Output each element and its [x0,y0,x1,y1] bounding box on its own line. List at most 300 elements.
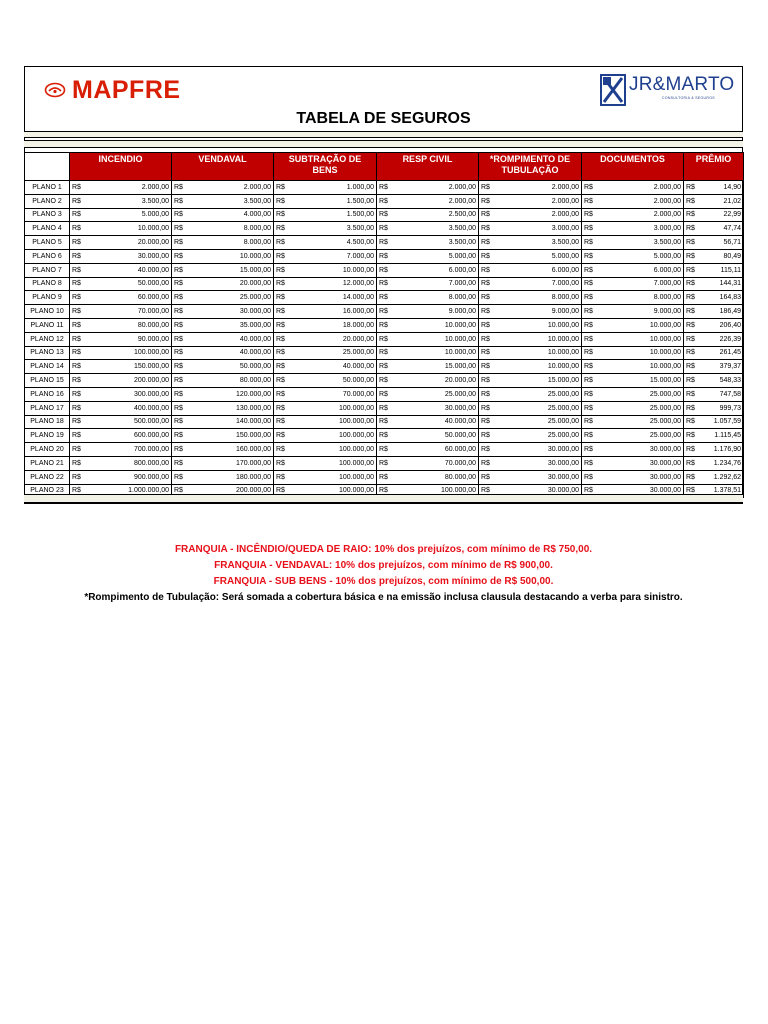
value-cell [684,222,744,236]
currency-symbol: R$ [174,266,183,274]
plan-name-cell: PLANO 22 [25,470,70,484]
amount: 300.000,00 [133,390,169,398]
amount: 50.000,00 [137,280,169,288]
currency-value [481,334,579,345]
amount: 100.000,00 [338,432,374,440]
deductible-note-theft: FRANQUIA - SUB BENS - 10% dos prejuízos, com mínimo de R$ 500,00. [213,576,554,587]
amount: 1.000.000,00 [128,487,169,495]
value-cell [582,249,684,263]
amount: 30.000,00 [547,473,579,481]
currency-value [276,223,374,234]
currency-value [174,223,271,234]
value-cell [70,429,172,443]
currency-symbol: R$ [276,487,285,495]
amount: 10.000,00 [649,335,681,343]
currency-symbol: R$ [276,404,285,412]
plan-name-cell: PLANO 12 [25,332,70,346]
table-row [25,222,744,236]
currency-value [72,182,169,193]
value-cell [377,194,479,208]
currency-symbol: R$ [686,390,695,398]
value-cell [684,443,744,457]
value-cell [172,305,274,319]
column-header: VENDAVAL [172,153,274,181]
currency-symbol: R$ [276,266,285,274]
currency-symbol: R$ [481,349,490,357]
currency-value [584,334,681,345]
currency-symbol: R$ [686,252,695,260]
currency-symbol: R$ [379,390,388,398]
currency-symbol: R$ [686,418,695,426]
amount: 2.000,00 [551,183,579,191]
amount: 12.000,00 [342,280,374,288]
amount: 80.000,00 [137,321,169,329]
currency-symbol: R$ [174,321,183,329]
value-cell [377,249,479,263]
amount: 2.000,00 [551,197,579,205]
currency-value [584,306,681,317]
amount: 25.000,00 [649,404,681,412]
table-body [25,181,744,498]
currency-value [379,361,476,372]
currency-symbol: R$ [174,432,183,440]
currency-symbol: R$ [584,211,593,219]
table-row [25,277,744,291]
currency-value [174,361,271,372]
currency-value [276,306,374,317]
value-cell [172,318,274,332]
value-cell [70,456,172,470]
value-cell [377,291,479,305]
currency-value [276,320,374,331]
amount: 10.000,00 [547,349,579,357]
amount: 100.000,00 [338,418,374,426]
currency-symbol: R$ [379,473,388,481]
amount: 47,74 [723,225,741,233]
currency-symbol: R$ [686,459,695,467]
amount: 2.000,00 [551,211,579,219]
value-cell [479,277,582,291]
currency-symbol: R$ [584,487,593,495]
plan-name-cell: PLANO 9 [25,291,70,305]
amount: 25.000,00 [547,432,579,440]
value-cell [582,318,684,332]
currency-value [686,223,741,234]
value-cell [582,443,684,457]
value-cell [479,360,582,374]
value-cell [172,387,274,401]
value-cell [479,346,582,360]
amount: 40.000,00 [239,349,271,357]
partner-logo [600,74,734,108]
currency-value [276,347,374,358]
currency-symbol: R$ [379,280,388,288]
currency-symbol: R$ [584,294,593,302]
amount: 3.500,00 [551,239,579,247]
currency-symbol: R$ [276,225,285,233]
currency-symbol: R$ [379,459,388,467]
currency-symbol: R$ [481,459,490,467]
amount: 56,71 [723,239,741,247]
currency-symbol: R$ [174,446,183,454]
amount: 15.000,00 [649,377,681,385]
currency-symbol: R$ [379,335,388,343]
currency-symbol: R$ [174,363,183,371]
value-cell [274,194,377,208]
amount: 800.000,00 [133,459,169,467]
currency-value [174,182,271,193]
currency-symbol: R$ [174,473,183,481]
value-cell [582,291,684,305]
amount: 7.000,00 [448,280,476,288]
currency-value [72,389,169,400]
currency-symbol: R$ [72,404,81,412]
plan-name-cell: PLANO 20 [25,443,70,457]
currency-symbol: R$ [379,446,388,454]
value-cell [479,401,582,415]
amount: 120.000,00 [235,390,271,398]
mapfre-logo [44,78,181,102]
table-row [25,346,744,360]
value-cell [684,360,744,374]
currency-symbol: R$ [174,239,183,247]
amount: 1.234,76 [713,459,741,467]
table-row [25,181,744,195]
value-cell [172,429,274,443]
currency-symbol: R$ [584,446,593,454]
currency-value [686,182,741,193]
amount: 30.000,00 [547,459,579,467]
currency-symbol: R$ [584,390,593,398]
currency-value [686,444,741,455]
amount: 200.000,00 [235,487,271,495]
currency-value [276,209,374,220]
amount: 6.000,00 [653,266,681,274]
table-row [25,401,744,415]
currency-symbol: R$ [481,446,490,454]
value-cell [684,387,744,401]
value-cell [582,236,684,250]
table-row [25,305,744,319]
value-cell [582,470,684,484]
plan-name-cell: PLANO 11 [25,318,70,332]
currency-value [686,265,741,276]
currency-value [276,389,374,400]
currency-value [584,237,681,248]
currency-symbol: R$ [481,280,490,288]
amount: 7.000,00 [551,280,579,288]
amount: 3.500,00 [243,197,271,205]
currency-symbol: R$ [686,294,695,302]
column-header: INCENDIO [70,153,172,181]
currency-symbol: R$ [481,225,490,233]
value-cell [274,387,377,401]
amount: 140.000,00 [235,418,271,426]
currency-symbol: R$ [72,473,81,481]
amount: 22,99 [723,211,741,219]
plan-name-cell: PLANO 1 [25,181,70,195]
value-cell [582,208,684,222]
amount: 70.000,00 [137,308,169,316]
currency-symbol: R$ [276,183,285,191]
currency-value [276,361,374,372]
currency-value [174,251,271,262]
value-cell [172,249,274,263]
value-cell [684,236,744,250]
currency-symbol: R$ [276,349,285,357]
value-cell [70,387,172,401]
value-cell [172,415,274,429]
currency-symbol: R$ [686,487,695,495]
currency-value [379,320,476,331]
value-cell [274,222,377,236]
currency-value [584,389,681,400]
amount: 100.000,00 [440,487,476,495]
value-cell [582,401,684,415]
amount: 20.000,00 [342,335,374,343]
currency-symbol: R$ [174,418,183,426]
value-cell [70,346,172,360]
value-cell [479,456,582,470]
currency-value [72,472,169,483]
plan-name-cell: PLANO 16 [25,387,70,401]
currency-value [584,430,681,441]
amount: 21,02 [723,197,741,205]
currency-value [584,251,681,262]
currency-symbol: R$ [72,239,81,247]
plan-name-cell: PLANO 3 [25,208,70,222]
currency-symbol: R$ [481,197,490,205]
value-cell [70,443,172,457]
currency-symbol: R$ [72,321,81,329]
currency-symbol: R$ [276,239,285,247]
currency-value [174,430,271,441]
amount: 10.000,00 [137,225,169,233]
currency-symbol: R$ [276,390,285,398]
value-cell [582,263,684,277]
amount: 5.000,00 [653,252,681,260]
amount: 30.000,00 [649,473,681,481]
value-cell [377,277,479,291]
column-header: *ROMPIMENTO DE TUBULAÇÃO [479,153,582,181]
currency-value [174,444,271,455]
currency-value [481,375,579,386]
amount: 8.000,00 [448,294,476,302]
currency-value [276,292,374,303]
value-cell [479,263,582,277]
amount: 3.000,00 [653,225,681,233]
value-cell [377,305,479,319]
value-cell [274,277,377,291]
amount: 400.000,00 [133,404,169,412]
currency-symbol: R$ [481,266,490,274]
currency-symbol: R$ [72,377,81,385]
amount: 30.000,00 [239,308,271,316]
currency-symbol: R$ [481,487,490,495]
table-row [25,470,744,484]
value-cell [684,194,744,208]
plan-name-cell: PLANO 13 [25,346,70,360]
value-cell [70,291,172,305]
value-cell [377,222,479,236]
amount: 15.000,00 [547,377,579,385]
currency-value [174,209,271,220]
amount: 50.000,00 [444,432,476,440]
value-cell [582,277,684,291]
value-cell [684,401,744,415]
value-cell [172,236,274,250]
value-cell [479,318,582,332]
currency-symbol: R$ [686,473,695,481]
amount: 30.000,00 [547,446,579,454]
currency-symbol: R$ [276,473,285,481]
amount: 10.000,00 [444,335,476,343]
plan-name-cell: PLANO 19 [25,429,70,443]
currency-value [481,251,579,262]
currency-value [276,430,374,441]
amount: 100.000,00 [338,404,374,412]
currency-symbol: R$ [686,363,695,371]
currency-value [174,334,271,345]
currency-value [379,182,476,193]
amount: 700.000,00 [133,446,169,454]
amount: 130.000,00 [235,404,271,412]
currency-value [584,444,681,455]
amount: 1.000,00 [346,183,374,191]
currency-value [686,320,741,331]
currency-value [686,458,741,469]
currency-value [72,209,169,220]
currency-value [276,237,374,248]
amount: 164,83 [719,294,741,302]
value-cell [582,387,684,401]
currency-value [174,347,271,358]
currency-value [72,430,169,441]
value-cell [582,346,684,360]
currency-symbol: R$ [276,308,285,316]
value-cell [377,332,479,346]
value-cell [479,249,582,263]
amount: 5.000,00 [551,252,579,260]
value-cell [70,360,172,374]
amount: 379,37 [719,363,741,371]
value-cell [172,443,274,457]
plan-name-cell: PLANO 21 [25,456,70,470]
partner-tagline: CONSULTORIA & SEGUROS [662,96,715,100]
amount: 2.000,00 [141,183,169,191]
value-cell [582,194,684,208]
currency-value [686,334,741,345]
currency-value [379,237,476,248]
value-cell [172,277,274,291]
table-row [25,415,744,429]
value-cell [479,332,582,346]
value-cell [70,222,172,236]
amount: 3.000,00 [551,225,579,233]
amount: 30.000,00 [137,252,169,260]
amount: 70.000,00 [444,459,476,467]
amount: 144,31 [719,280,741,288]
currency-symbol: R$ [174,459,183,467]
currency-symbol: R$ [276,197,285,205]
currency-value [72,237,169,248]
currency-value [584,320,681,331]
amount: 160.000,00 [235,446,271,454]
currency-symbol: R$ [174,197,183,205]
amount: 2.000,00 [653,211,681,219]
currency-symbol: R$ [72,446,81,454]
value-cell [172,222,274,236]
currency-value [174,265,271,276]
currency-symbol: R$ [174,377,183,385]
currency-value [174,416,271,427]
plan-name-cell: PLANO 17 [25,401,70,415]
value-cell [377,318,479,332]
currency-symbol: R$ [276,280,285,288]
value-cell [479,429,582,443]
amount: 10.000,00 [649,363,681,371]
table-row [25,291,744,305]
value-cell [274,360,377,374]
currency-value [481,444,579,455]
amount: 206,40 [719,321,741,329]
currency-symbol: R$ [72,294,81,302]
plan-name-cell: PLANO 18 [25,415,70,429]
currency-value [481,196,579,207]
value-cell [274,470,377,484]
currency-symbol: R$ [584,183,593,191]
currency-symbol: R$ [686,197,695,205]
amount: 6.000,00 [448,266,476,274]
currency-symbol: R$ [379,404,388,412]
currency-symbol: R$ [584,459,593,467]
amount: 10.000,00 [649,349,681,357]
amount: 2.000,00 [243,183,271,191]
currency-value [481,292,579,303]
currency-value [379,278,476,289]
value-cell [479,305,582,319]
currency-symbol: R$ [584,280,593,288]
currency-value [379,209,476,220]
plan-name-cell: PLANO 14 [25,360,70,374]
currency-symbol: R$ [481,252,490,260]
currency-value [276,251,374,262]
currency-symbol: R$ [686,239,695,247]
value-cell [274,374,377,388]
currency-symbol: R$ [72,363,81,371]
currency-symbol: R$ [379,321,388,329]
value-cell [479,208,582,222]
amount: 2.000,00 [653,197,681,205]
value-cell [274,305,377,319]
currency-value [686,347,741,358]
value-cell [70,181,172,195]
value-cell [172,263,274,277]
currency-symbol: R$ [174,211,183,219]
currency-value [686,430,741,441]
currency-symbol: R$ [584,473,593,481]
amount: 25.000,00 [342,349,374,357]
currency-value [72,306,169,317]
currency-symbol: R$ [276,211,285,219]
currency-value [72,444,169,455]
value-cell [582,332,684,346]
value-cell [582,456,684,470]
currency-symbol: R$ [481,321,490,329]
currency-symbol: R$ [174,183,183,191]
currency-symbol: R$ [584,252,593,260]
currency-value [481,416,579,427]
